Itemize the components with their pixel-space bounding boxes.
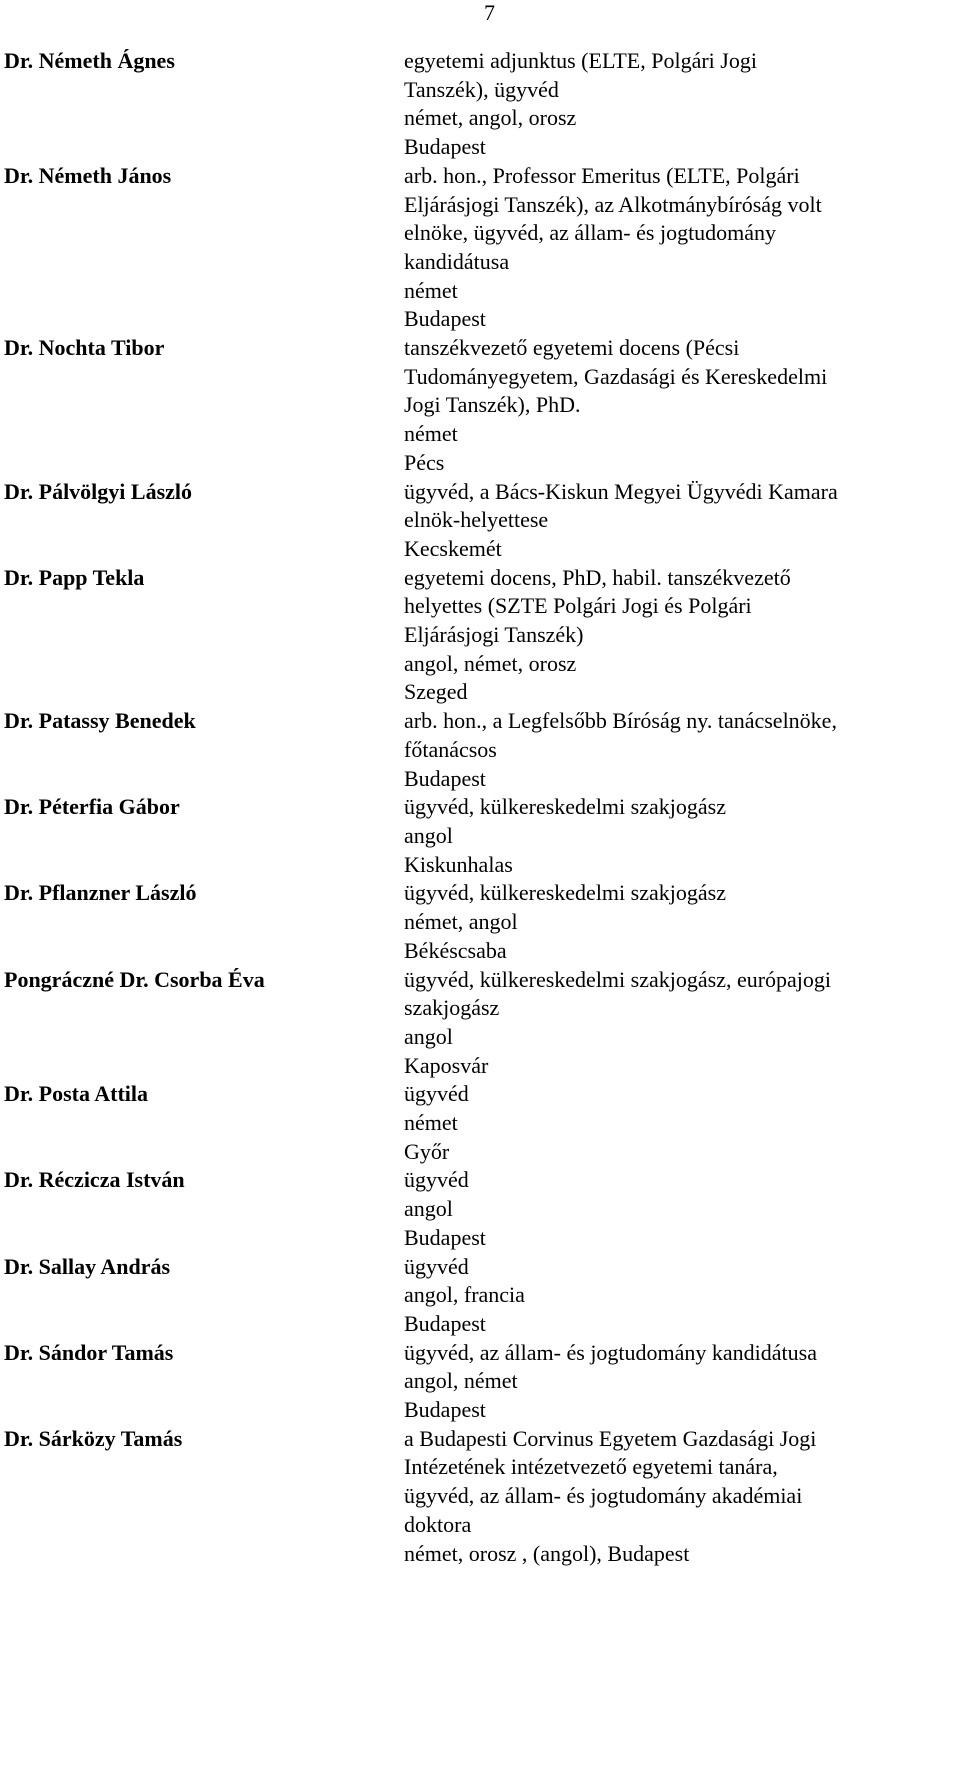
list-entry [4,1166,956,1252]
detail-line: ügyvéd, külkereskedelmi szakjogász [404,880,726,906]
entry-details [404,707,956,793]
detail-line: német [404,1110,458,1136]
detail-line: német, angol [404,909,518,935]
detail-line: ügyvéd, az állam- és jogtudomány kandidátusa [404,1339,817,1365]
list-entry [4,334,956,478]
detail-line: Intézetének intézetvezető egyetemi tanára, [404,1454,778,1480]
list-entry [4,1253,956,1339]
detail-line: Eljárásjogi Tanszék) [404,622,584,648]
entry-details [404,564,956,708]
detail-line: Kaposvár [404,1052,489,1078]
entry-name: Dr. Németh Ágnes [4,48,175,73]
detail-line: angol, francia [404,1282,525,1308]
detail-line: angol [404,1023,453,1049]
detail-line: német [404,421,458,447]
detail-line: egyetemi adjunktus (ELTE, Polgári Jogi [404,48,757,73]
entry-details [404,966,956,1081]
detail-line: szakjogász [404,995,500,1021]
detail-line: német, angol, orosz [404,105,577,131]
detail-line: német, orosz , (angol), Budapest [404,1540,690,1566]
list-entry [4,879,956,965]
list-entry [4,1080,956,1166]
list-entry [4,1425,956,1569]
arbitrator-list [4,47,956,1568]
detail-line: ügyvéd, külkereskedelmi szakjogász, európajogi [404,966,832,992]
list-entry [4,564,956,708]
entry-name: Dr. Pflanzner László [4,880,197,906]
entry-name: Dr. Patassy Benedek [4,708,196,734]
entry-name: Dr. Réczicza István [4,1167,185,1193]
detail-line: angol [404,1196,453,1222]
entry-details [404,1339,956,1425]
detail-line: Békéscsaba [404,937,507,963]
detail-line: Jogi Tanszék), PhD. [404,392,581,418]
list-entry [4,793,956,879]
detail-line: Győr [404,1138,450,1164]
entry-details [404,879,956,965]
list-entry [4,966,956,1081]
entry-name: Dr. Sándor Tamás [4,1339,174,1365]
entry-name: Dr. Németh János [4,162,172,188]
detail-line: angol [404,822,453,848]
list-entry [4,478,956,564]
detail-line: ügyvéd, az állam- és jogtudomány akadémiai [404,1483,803,1509]
entry-name: Dr. Péterfia Gábor [4,794,180,820]
detail-line: ügyvéd, külkereskedelmi szakjogász [404,794,726,820]
detail-line: főtanácsos [404,736,497,762]
detail-line: Budapest [404,1224,486,1250]
entry-name: Dr. Papp Tekla [4,564,145,590]
detail-line: Budapest [404,1397,486,1423]
detail-line: Budapest [404,306,486,332]
detail-line: arb. hon., a Legfelsőbb Bíróság ny. tanácselnöke, [404,708,837,734]
entry-details [404,793,956,879]
entry-details [404,1166,956,1252]
page-number: 7 [484,0,495,25]
detail-line: elnöke, ügyvéd, az állam- és jogtudomány [404,220,777,246]
detail-line: angol, német, orosz [404,650,577,676]
detail-line: a Budapesti Corvinus Egyetem Gazdasági Jogi [404,1425,817,1451]
entry-name: Dr. Sárközy Tamás [4,1425,183,1451]
detail-line: Kiskunhalas [404,851,513,877]
detail-line: kandidátusa [404,248,510,274]
entry-name: Dr. Posta Attila [4,1081,149,1107]
list-entry [4,47,956,162]
detail-line: elnök-helyettese [404,507,549,533]
detail-line: arb. hon., Professor Emeritus (ELTE, Polgári [404,162,800,188]
entry-details [404,162,956,334]
detail-line: Budapest [404,134,486,160]
entry-name: Pongráczné Dr. Csorba Éva [4,966,265,992]
entry-details [404,47,956,162]
detail-line: ügyvéd [404,1253,469,1279]
entry-name: Dr. Pálvölgyi László [4,478,193,504]
detail-line: Szeged [404,679,468,705]
entry-details [404,1253,956,1339]
detail-line: ügyvéd [404,1081,469,1107]
detail-line: tanszékvezető egyetemi docens (Pécsi [404,335,740,361]
detail-line: ügyvéd, a Bács-Kiskun Megyei Ügyvédi Kamara [404,478,838,504]
detail-line: doktora [404,1511,472,1537]
detail-line: Pécs [404,449,445,475]
entry-details [404,478,956,564]
detail-line: Tudományegyetem, Gazdasági és Kereskedelmi [404,363,828,389]
detail-line: német [404,277,458,303]
detail-line: Kecskemét [404,535,502,561]
detail-line: Eljárásjogi Tanszék), az Alkotmánybíróság volt [404,191,822,217]
detail-line: ügyvéd [404,1167,469,1193]
detail-line: egyetemi docens, PhD, habil. tanszékvezető [404,564,791,590]
list-entry [4,1339,956,1425]
entry-name: Dr. Sallay András [4,1253,171,1279]
detail-line: angol, német [404,1368,518,1394]
entry-details [404,1080,956,1166]
entry-details [404,1425,956,1569]
detail-line: Tanszék), ügyvéd [404,76,559,102]
detail-line: Budapest [404,765,486,791]
detail-line: helyettes (SZTE Polgári Jogi és Polgári [404,593,752,619]
list-entry [4,707,956,793]
entry-name: Dr. Nochta Tibor [4,335,165,361]
list-entry [4,162,956,334]
detail-line: Budapest [404,1310,486,1336]
entry-details [404,334,956,478]
